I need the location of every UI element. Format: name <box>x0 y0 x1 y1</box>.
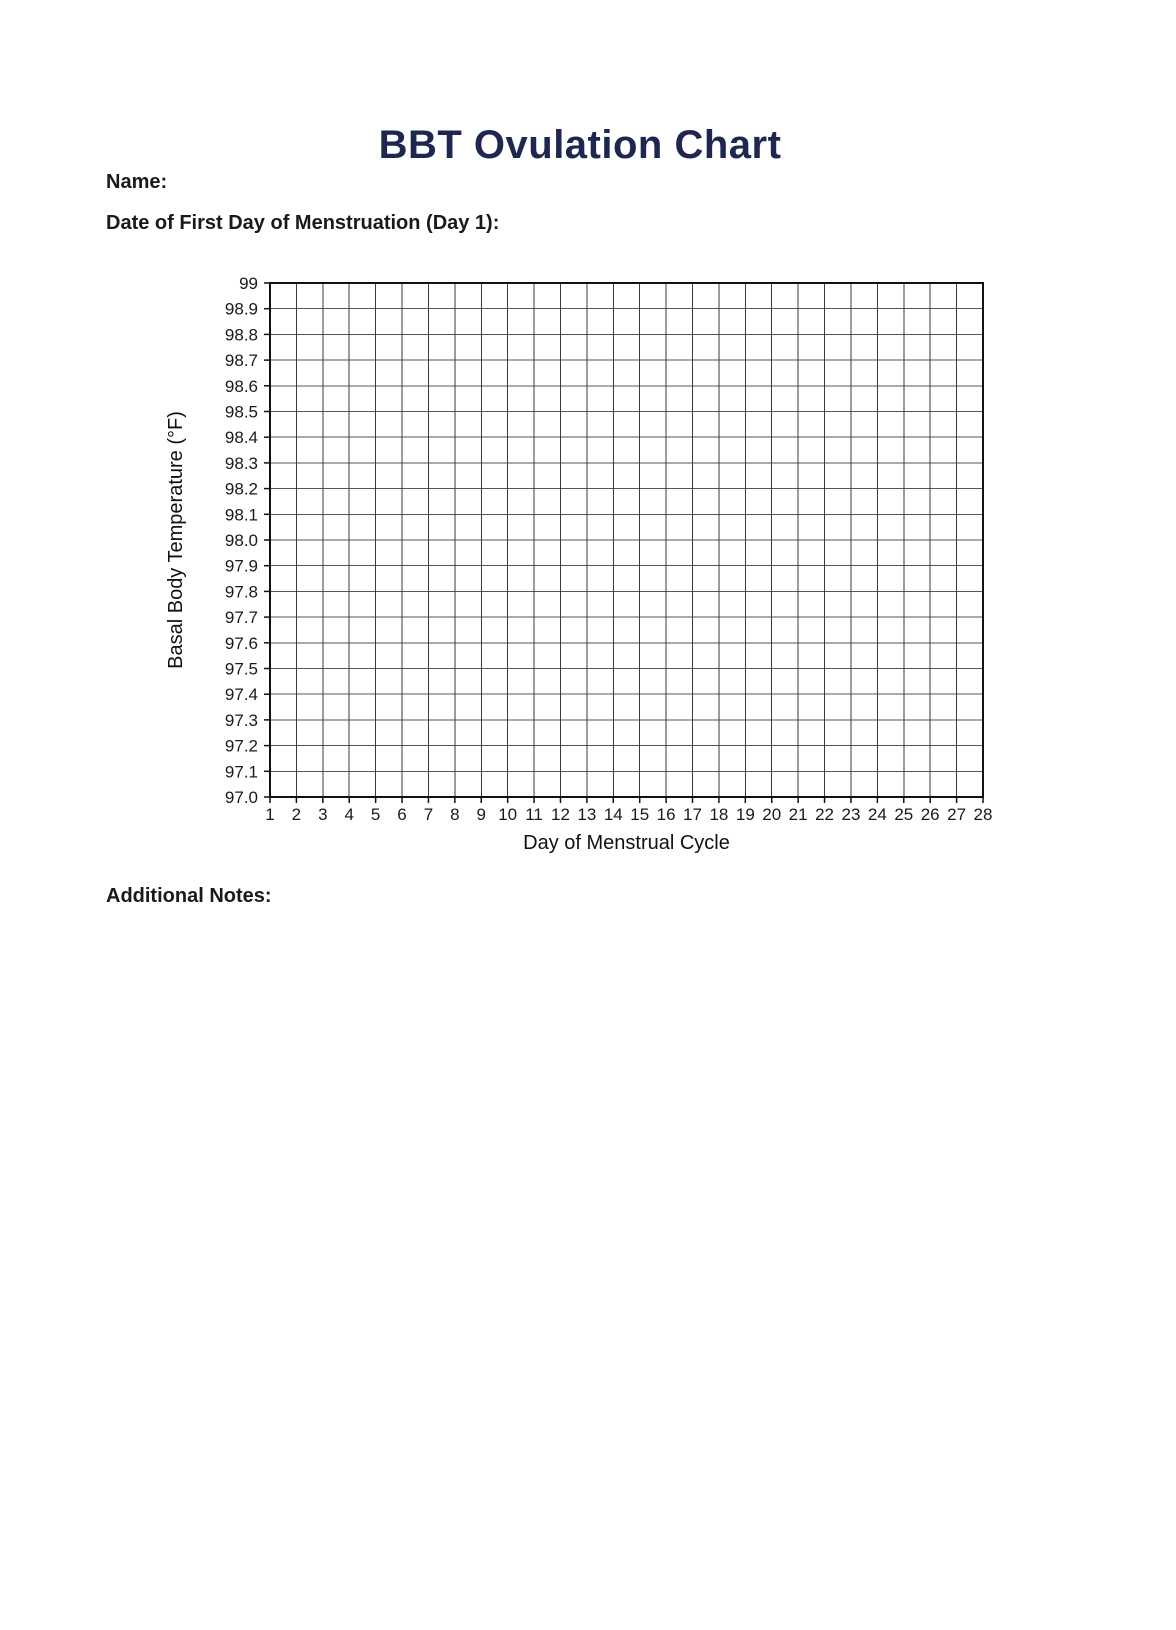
y-tick-label: 97.2 <box>224 736 258 756</box>
x-tick-label: 20 <box>762 805 782 824</box>
x-tick-label: 23 <box>841 805 861 824</box>
x-tick-label: 14 <box>603 805 623 824</box>
page-title: BBT Ovulation Chart <box>378 122 782 167</box>
y-tick-label: 97.9 <box>224 556 258 576</box>
additional-notes-label: Additional Notes: <box>106 885 272 907</box>
y-tick-label: 97.8 <box>224 582 258 602</box>
x-axis-title: Day of Menstrual Cycle <box>523 832 730 854</box>
y-tick-label: 98.7 <box>224 351 258 371</box>
y-tick-label: 98.4 <box>224 428 258 448</box>
x-tick-label: 9 <box>476 805 486 824</box>
y-tick-label: 98.0 <box>224 530 258 550</box>
y-tick-label: 98.5 <box>224 402 258 422</box>
x-tick-label: 8 <box>450 805 460 824</box>
x-tick-label: 1 <box>265 805 275 824</box>
x-tick-label: 16 <box>656 805 676 824</box>
y-tick-label: 97.0 <box>224 787 258 807</box>
x-tick-label: 12 <box>551 805 570 824</box>
x-tick-label: 22 <box>815 805 835 824</box>
name-field-label: Name: <box>106 171 168 193</box>
x-tick-label: 21 <box>788 805 808 824</box>
y-tick-label: 97.7 <box>224 608 258 628</box>
x-tick-label: 27 <box>947 805 967 824</box>
y-tick-label: 97.6 <box>224 633 258 653</box>
y-tick-label: 99 <box>239 273 258 293</box>
x-tick-label: 25 <box>894 805 914 824</box>
x-tick-label: 19 <box>735 805 755 824</box>
bbt-chart <box>150 250 1010 890</box>
y-axis-title: Basal Body Temperature (°F) <box>165 411 187 669</box>
y-tick-label: 97.4 <box>224 685 258 705</box>
x-tick-label: 5 <box>370 805 381 824</box>
x-tick-label: 24 <box>867 805 887 824</box>
y-tick-label: 97.3 <box>224 710 258 730</box>
y-tick-label: 98.3 <box>224 453 258 473</box>
x-tick-label: 3 <box>318 805 328 824</box>
y-tick-label: 98.1 <box>224 505 258 525</box>
y-tick-label: 98.9 <box>224 299 258 319</box>
x-tick-label: 15 <box>630 805 650 824</box>
x-tick-label: 2 <box>291 805 302 824</box>
x-tick-label: 18 <box>709 805 729 824</box>
x-tick-label: 28 <box>973 805 993 824</box>
x-tick-label: 11 <box>525 805 543 824</box>
x-tick-label: 17 <box>683 805 702 824</box>
y-tick-label: 98.6 <box>224 376 258 396</box>
x-tick-label: 4 <box>344 805 354 824</box>
x-tick-label: 26 <box>920 805 940 824</box>
y-tick-label: 97.5 <box>224 659 258 679</box>
y-tick-label: 98.2 <box>224 479 258 499</box>
x-tick-label: 6 <box>397 805 407 824</box>
x-tick-label: 10 <box>498 805 518 824</box>
x-tick-label: 7 <box>423 805 434 824</box>
bbt-chart-grid <box>150 250 1010 890</box>
x-tick-label: 13 <box>577 805 597 824</box>
y-tick-label: 97.1 <box>224 762 258 782</box>
y-tick-label: 98.8 <box>224 325 258 345</box>
date-of-menstruation-field-label: Date of First Day of Menstruation (Day 1): <box>106 212 500 234</box>
